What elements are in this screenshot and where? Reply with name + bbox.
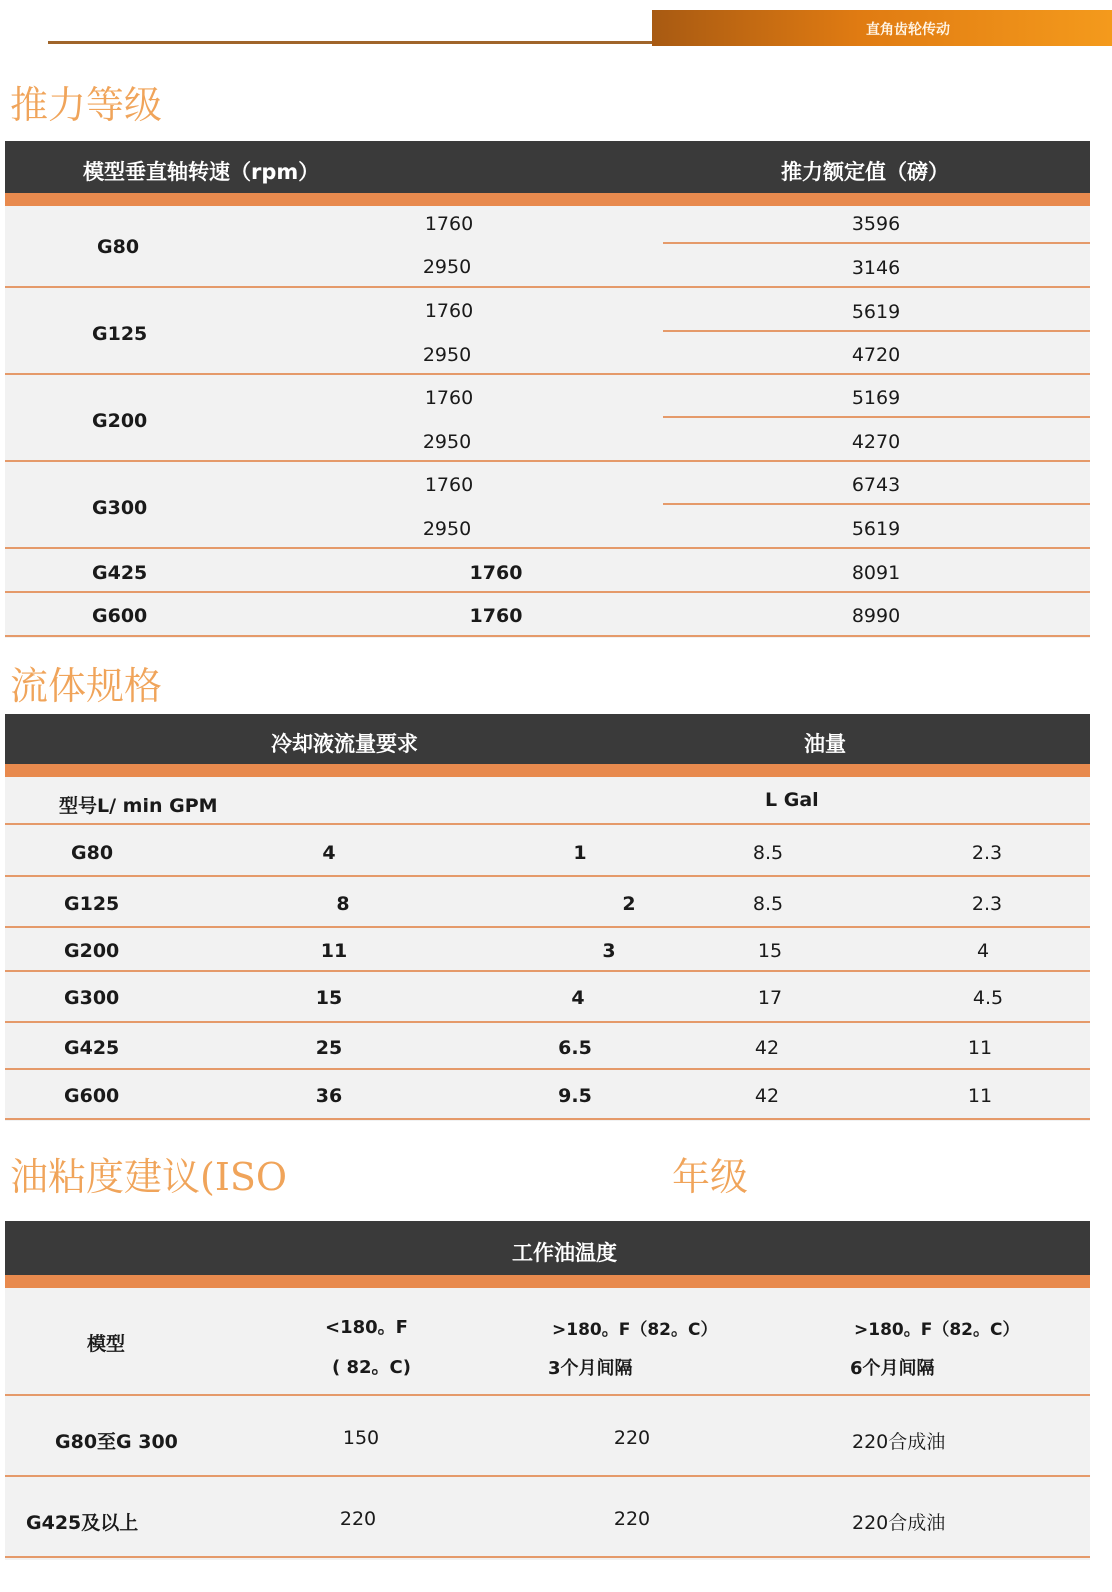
fluid-oil-gal: 4.5 — [972, 987, 1004, 1009]
fluid-model: G80 — [71, 842, 114, 864]
viscosity-val-b: 220 — [613, 1427, 651, 1449]
fluid-gpm: 3 — [602, 940, 616, 962]
group-divider — [5, 373, 1090, 375]
fluid-oil-l: 15 — [757, 940, 783, 962]
fluid-gpm: 1 — [573, 842, 587, 864]
thrust-rpm: 1760 — [469, 562, 523, 584]
viscosity-header-stripe — [5, 1275, 1090, 1288]
viscosity-val-a: 220 — [339, 1508, 377, 1530]
fluid-table-body — [5, 777, 1090, 1121]
thrust-body-band — [5, 206, 1090, 638]
viscosity-col-model: 模型 — [87, 1333, 126, 1355]
group-divider — [5, 547, 1090, 549]
thrust-model-g80: G80 — [97, 236, 140, 258]
header-rule — [48, 41, 652, 44]
thrust-rpm: 1760 — [424, 474, 474, 496]
thrust-rpm: 1760 — [424, 300, 474, 322]
fluid-oil-l: 42 — [754, 1037, 780, 1059]
thrust-value: 8990 — [851, 605, 901, 627]
thrust-section-title: 推力等级 — [10, 83, 163, 127]
fluid-table-header — [5, 714, 1090, 764]
row-divider — [663, 242, 1090, 244]
fluid-l-min: 25 — [315, 1037, 343, 1059]
row-divider — [663, 416, 1090, 418]
viscosity-table-header — [5, 1221, 1090, 1275]
thrust-model-g300: G300 — [92, 497, 148, 519]
fluid-l-min: 4 — [322, 842, 336, 864]
viscosity-col-b-line2: 3个月间隔 — [548, 1358, 633, 1379]
fluid-header-stripe — [5, 764, 1090, 777]
thrust-model-g425: G425 — [92, 562, 148, 584]
thrust-model-g600: G600 — [92, 605, 148, 627]
thrust-value: 4720 — [851, 344, 901, 366]
thrust-rpm: 1760 — [469, 605, 523, 627]
row-divider — [5, 926, 1090, 928]
group-divider — [5, 635, 1090, 637]
thrust-value: 5619 — [851, 518, 901, 540]
thrust-value: 4270 — [851, 431, 901, 453]
thrust-value: 5619 — [851, 301, 901, 323]
fluid-oil-l: 17 — [757, 987, 783, 1009]
viscosity-col-temp: 工作油温度 — [512, 1241, 617, 1265]
fluid-model: G200 — [64, 940, 120, 962]
row-divider — [5, 970, 1090, 972]
fluid-col-coolant: 冷却液流量要求 — [271, 732, 418, 756]
fluid-oil-gal: 11 — [967, 1085, 993, 1107]
fluid-gpm: 2 — [622, 893, 636, 915]
viscosity-col-a-line1: <180。F — [325, 1317, 408, 1338]
row-divider — [663, 330, 1090, 332]
thrust-rpm: 2950 — [422, 431, 472, 453]
fluid-l-min: 15 — [315, 987, 343, 1009]
viscosity-col-c-line2: 6个月间隔 — [850, 1358, 935, 1379]
header-tab-label: 直角齿轮传动 — [866, 22, 950, 38]
fluid-section-title: 流体规格 — [10, 664, 163, 708]
thrust-value: 5169 — [851, 387, 901, 409]
thrust-value: 6743 — [851, 474, 901, 496]
viscosity-section-title: 油粘度建议(ISO — [10, 1155, 288, 1199]
group-divider — [5, 286, 1090, 288]
thrust-value: 3146 — [851, 257, 901, 279]
fluid-l-min: 8 — [336, 893, 350, 915]
fluid-l-min: 11 — [320, 940, 348, 962]
row-divider — [5, 823, 1090, 825]
viscosity-val-a: 150 — [342, 1427, 380, 1449]
row-divider — [663, 503, 1090, 505]
row-divider — [5, 1021, 1090, 1023]
thrust-rpm: 2950 — [422, 518, 472, 540]
fluid-oil-gal: 4 — [976, 940, 990, 962]
fluid-oil-l: 8.5 — [752, 893, 784, 915]
fluid-subheader-units: 型号L/ min GPM — [59, 795, 218, 817]
viscosity-col-b-line1: >180。F（82。C） — [552, 1320, 718, 1340]
viscosity-model: G425及以上 — [26, 1512, 139, 1534]
thrust-model-g125: G125 — [92, 323, 148, 345]
fluid-subheader-oil-units: L Gal — [765, 789, 819, 811]
fluid-l-min: 36 — [315, 1085, 343, 1107]
thrust-col-rating: 推力额定值（磅） — [781, 160, 949, 184]
fluid-oil-l: 42 — [754, 1085, 780, 1107]
fluid-gpm: 9.5 — [558, 1085, 592, 1107]
thrust-value: 8091 — [851, 562, 901, 584]
group-divider — [5, 460, 1090, 462]
fluid-oil-gal: 2.3 — [971, 842, 1003, 864]
row-divider — [5, 1556, 1090, 1558]
thrust-table-header — [5, 141, 1090, 193]
viscosity-col-a-line2: ( 82。C) — [332, 1357, 411, 1378]
fluid-col-oil: 油量 — [804, 732, 846, 756]
row-divider — [5, 1068, 1090, 1070]
fluid-model: G600 — [64, 1085, 120, 1107]
thrust-table-body — [5, 206, 1090, 638]
viscosity-val-b: 220 — [613, 1508, 651, 1530]
viscosity-val-c: 220合成油 — [852, 1431, 946, 1453]
row-divider — [5, 1394, 1090, 1396]
row-divider — [5, 1475, 1090, 1477]
viscosity-section-title-right: 年级 — [672, 1155, 749, 1199]
row-divider — [5, 875, 1090, 877]
viscosity-col-c-line1: >180。F（82。C） — [854, 1320, 1020, 1340]
fluid-model: G125 — [64, 893, 120, 915]
viscosity-val-c: 220合成油 — [852, 1512, 946, 1534]
thrust-value: 3596 — [851, 213, 901, 235]
viscosity-model: G80至G 300 — [55, 1431, 178, 1453]
header-tab — [652, 10, 1112, 46]
thrust-rpm: 1760 — [424, 387, 474, 409]
thrust-rpm: 2950 — [422, 256, 472, 278]
fluid-gpm: 4 — [571, 987, 585, 1009]
fluid-oil-l: 8.5 — [752, 842, 784, 864]
thrust-header-stripe — [5, 193, 1090, 206]
group-divider — [5, 591, 1090, 593]
thrust-rpm: 2950 — [422, 344, 472, 366]
thrust-col-speed: 模型垂直轴转速（rpm） — [83, 160, 320, 184]
fluid-oil-gal: 2.3 — [971, 893, 1003, 915]
fluid-gpm: 6.5 — [558, 1037, 592, 1059]
row-divider — [5, 1118, 1090, 1120]
thrust-model-g200: G200 — [92, 410, 148, 432]
thrust-rpm: 1760 — [424, 213, 474, 235]
fluid-model: G425 — [64, 1037, 120, 1059]
fluid-model: G300 — [64, 987, 120, 1009]
fluid-oil-gal: 11 — [967, 1037, 993, 1059]
viscosity-table-body — [5, 1288, 1090, 1560]
